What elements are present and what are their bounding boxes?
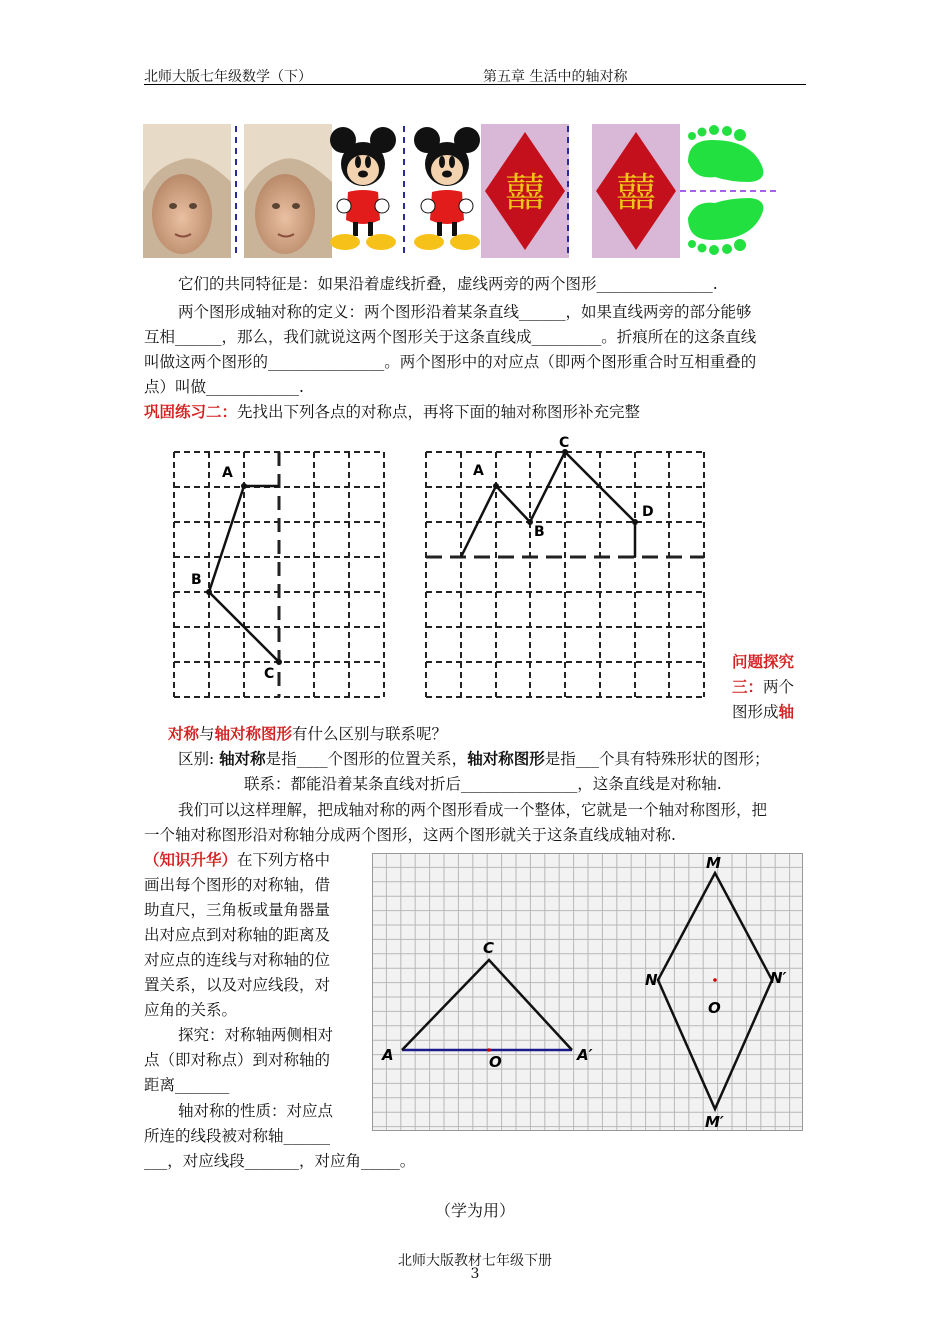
explore3-label-2: 三：两个: [732, 677, 795, 696]
girl-photo-right: [244, 124, 332, 258]
explore3-understand-1: 我们可以这样理解，把成轴对称的两个图形看成一个整体，它就是一个轴对称图形，把: [178, 801, 768, 819]
label-n: N: [645, 971, 658, 989]
intro-line-1: 它们的共同特征是：如果沿着虚线折叠，虚线两旁的两个图形_______________.: [178, 275, 718, 293]
page-number: 3: [470, 1266, 480, 1282]
knowledge-line-4: 出对应点到对称轴的距离及: [144, 926, 331, 944]
point-label: B: [191, 572, 202, 588]
mickey-left: [330, 127, 396, 250]
knowledge-line-6: 置关系，以及对应线段，对: [144, 976, 331, 994]
exercise2-heading: [144, 400, 640, 424]
intro-line-5: 点）叫做____________.: [144, 378, 304, 396]
point-label: A: [222, 465, 233, 481]
knowledge-line-8: 探究：对称轴两侧相对: [178, 1026, 334, 1044]
point-label: D: [642, 504, 654, 520]
footprint-pair: [680, 125, 780, 255]
xi-character-left: [481, 124, 569, 258]
knowledge-line-1: （知识升华）在下列方格中: [144, 850, 331, 869]
girl-photo-left: [143, 124, 231, 258]
footer-note: （学为用）: [434, 1201, 515, 1220]
label-m: M: [706, 854, 721, 872]
exercise2-text: 先找出下列各点的对称点，再将下面的轴对称图形补充完整: [237, 403, 641, 421]
point-label: C: [559, 435, 570, 451]
figure-right: [461, 452, 635, 557]
knowledge-line-3: 助直尺，三角板或量角器量: [144, 901, 331, 919]
point-label: A: [473, 463, 484, 479]
label-o-rhombus: O: [708, 999, 721, 1017]
knowledge-line-2: 画出每个图形的对称轴，借: [144, 876, 331, 894]
exercise2-label: 巩固练习二：: [144, 402, 238, 421]
photo-strip: [140, 122, 785, 262]
footer-book: 北师大版教材七年级下册: [398, 1253, 552, 1269]
grid-right: [426, 452, 704, 697]
point-label: B: [534, 524, 545, 540]
explore3-link: 联系：都能沿着某条直线对折后_______________，这条直线是对称轴.: [244, 775, 722, 793]
header-left: 北师大版七年级数学（下）: [144, 69, 312, 85]
knowledge-line-5: 对应点的连线与对称轴的位: [144, 951, 331, 969]
svg-text:囍: 囍: [505, 170, 545, 216]
exercise2-grids: [168, 432, 718, 702]
label-c: C: [483, 939, 495, 957]
knowledge-line-9: 点（即对称点）到对称轴的: [144, 1051, 331, 1069]
knowledge-line-13: ___，对应线段_______，对应角_____。: [144, 1152, 416, 1170]
label-o: O: [489, 1053, 502, 1071]
explore3-label-1: 问题探究: [732, 652, 795, 671]
explore3-understand-2: 一个轴对称图形沿对称轴分成两个图形，这两个图形就关于这条直线成轴对称.: [144, 826, 676, 844]
mickey-right: [414, 127, 480, 250]
intro-line-2: 两个图形成轴对称的定义：两个图形沿着某条直线______，如果直线两旁的部分能够: [178, 303, 752, 321]
intro-line-3: 互相______，那么，我们就说这两个图形关于这条直线成_________。折痕所在的这条直线: [144, 328, 757, 346]
explore3-label-3: 图形成轴: [732, 702, 795, 721]
intro-line-4: 叫做这两个图形的_______________。两个图形中的对应点（即两个图形重合时互相重叠的: [144, 353, 757, 371]
explore3-question: 对称与轴对称图形有什么区别与联系呢？: [168, 724, 448, 743]
label-m-prime: M′: [705, 1113, 724, 1131]
header-rule: [144, 84, 806, 85]
knowledge-line-7: 应角的关系。: [144, 1001, 238, 1019]
xi-character-right: [592, 124, 680, 258]
label-n-prime: N′: [770, 969, 787, 987]
svg-text:囍: 囍: [616, 170, 656, 216]
label-a-prime: A′: [577, 1046, 593, 1064]
point-label: C: [264, 666, 275, 682]
knowledge-line-11: 轴对称的性质：对应点: [178, 1102, 334, 1120]
header-right: 第五章 生活中的轴对称: [483, 69, 628, 85]
explore3-difference: 区别: 轴对称是指____个图形的位置关系，轴对称图形是指___个具有特殊形状的图形；: [178, 749, 770, 768]
knowledge-grid-figure: [372, 853, 804, 1133]
knowledge-line-12: 所连的线段被对称轴______: [144, 1127, 331, 1145]
label-a: A: [382, 1046, 394, 1064]
knowledge-line-10: 距离_______: [144, 1076, 230, 1094]
